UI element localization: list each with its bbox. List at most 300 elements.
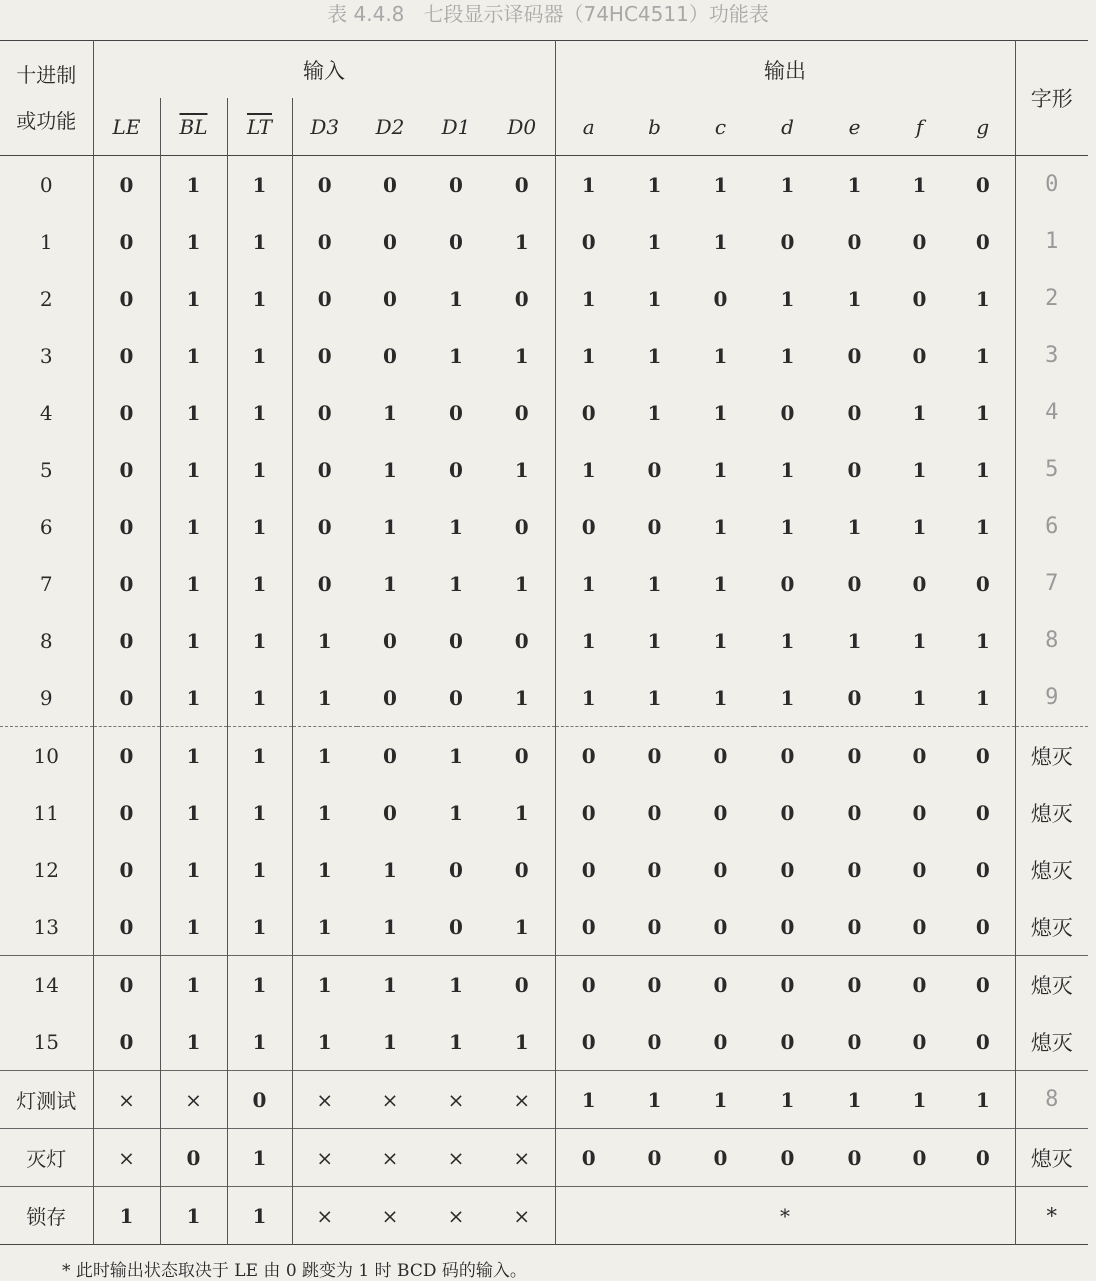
output-cell: 0 — [713, 857, 728, 882]
output-cell: 0 — [847, 972, 862, 997]
input-cell: 1 — [227, 841, 292, 898]
shape-cell: 2 — [1015, 270, 1088, 327]
input-cell: 1 — [514, 685, 529, 710]
output-cell: 0 — [713, 743, 728, 768]
input-cell: 1 — [227, 156, 292, 214]
output-cell: 0 — [847, 914, 862, 939]
input-cell: 1 — [227, 612, 292, 669]
output-cell: 0 — [780, 914, 795, 939]
output-cell: 0 — [647, 800, 662, 825]
input-cell: 0 — [514, 743, 529, 768]
output-cell: 1 — [713, 172, 728, 197]
output-cell: 1 — [912, 685, 927, 710]
input-cell: 1 — [227, 1187, 292, 1245]
row-func-cell: 11 — [33, 800, 59, 825]
input-cell: 0 — [292, 327, 357, 384]
output-cell: 1 — [713, 400, 728, 425]
output-cell: 1 — [847, 1087, 862, 1112]
input-cell: 0 — [292, 555, 357, 612]
output-cell: 0 — [555, 384, 622, 441]
input-cell: 1 — [383, 914, 397, 939]
row-func-cell: 锁存 — [26, 1205, 67, 1229]
output-cell: 0 — [713, 800, 728, 825]
output-cell: 0 — [647, 914, 662, 939]
input-cell: 1 — [160, 498, 227, 555]
output-cell: 1 — [847, 286, 862, 311]
input-cell: 0 — [93, 555, 160, 612]
input-cell: 1 — [514, 571, 529, 596]
input-cell: 0 — [514, 514, 529, 539]
input-cell: 0 — [514, 400, 529, 425]
input-cell: 1 — [383, 514, 397, 539]
output-cell: 0 — [912, 800, 927, 825]
output-cell: 1 — [555, 441, 622, 498]
row-func-cell: 4 — [39, 400, 53, 425]
input-cell: 1 — [514, 914, 529, 939]
input-cell: 1 — [160, 1013, 227, 1071]
row-func-cell: 0 — [39, 172, 53, 197]
input-cell: × — [381, 1203, 399, 1228]
output-cell: 0 — [975, 914, 990, 939]
output-cell: 0 — [975, 172, 990, 197]
input-cell: 1 — [449, 800, 463, 825]
input-cell: 1 — [227, 1013, 292, 1071]
input-cell: 0 — [514, 628, 529, 653]
header-out-b: b — [648, 114, 661, 139]
table-row — [0, 727, 1088, 785]
output-cell: 1 — [780, 457, 795, 482]
output-cell: 0 — [780, 972, 795, 997]
input-cell: 1 — [227, 1129, 292, 1187]
input-cell: 1 — [93, 1187, 160, 1245]
output-cell: 1 — [713, 229, 728, 254]
input-cell: 1 — [227, 555, 292, 612]
input-cell: 0 — [93, 956, 160, 1014]
input-cell: 0 — [292, 270, 357, 327]
shape-cell: 6 — [1015, 498, 1088, 555]
output-cell: 1 — [912, 1087, 927, 1112]
input-cell: 0 — [93, 384, 160, 441]
output-cell: 1 — [780, 343, 795, 368]
input-cell: 0 — [160, 1129, 227, 1187]
input-cell: 1 — [449, 743, 463, 768]
header-out-a: a — [555, 98, 622, 156]
output-cell: 0 — [975, 857, 990, 882]
input-cell: 1 — [514, 343, 529, 368]
footnote: * 此时输出状态取决于 LE 由 0 跳变为 1 时 BCD 码的输入。 — [62, 1261, 527, 1281]
shape-cell: 3 — [1015, 327, 1088, 384]
input-cell: × — [513, 1145, 531, 1170]
output-cell: 0 — [780, 229, 795, 254]
input-cell: 1 — [160, 1187, 227, 1245]
input-cell: 1 — [449, 1029, 463, 1054]
input-cell: 1 — [292, 1013, 357, 1071]
output-cell: 0 — [713, 1145, 728, 1170]
table-row — [0, 841, 1088, 898]
input-cell: 0 — [93, 1013, 160, 1071]
output-cell: 1 — [647, 628, 662, 653]
input-cell: 0 — [449, 628, 463, 653]
input-cell: 1 — [160, 213, 227, 270]
header-in-le: LE — [93, 98, 160, 156]
table-row — [0, 327, 1088, 384]
output-cell: 0 — [555, 1013, 622, 1071]
output-cell: 0 — [847, 800, 862, 825]
output-cell: 0 — [912, 972, 927, 997]
row-func-cell: 6 — [39, 514, 53, 539]
output-cell: 1 — [713, 571, 728, 596]
output-cell: 1 — [555, 612, 622, 669]
output-cell: 0 — [780, 571, 795, 596]
header-in-bl: $\overline{BL}$ — [160, 98, 227, 156]
output-cell: 0 — [555, 898, 622, 956]
output-cell: 0 — [647, 1145, 662, 1170]
output-cell: 0 — [847, 1145, 862, 1170]
input-cell: 1 — [227, 669, 292, 727]
header-out-d: d — [781, 114, 794, 139]
output-cell: 0 — [847, 343, 862, 368]
input-cell: 1 — [292, 727, 357, 785]
input-cell: × — [513, 1203, 531, 1228]
input-cell: 0 — [383, 343, 397, 368]
input-cell: 0 — [93, 784, 160, 841]
input-cell: × — [381, 1087, 399, 1112]
input-cell: 1 — [449, 286, 463, 311]
output-cell: 1 — [647, 1087, 662, 1112]
output-cell: 0 — [975, 1145, 990, 1170]
output-cell: 1 — [780, 172, 795, 197]
output-cell: 1 — [555, 555, 622, 612]
output-cell: 0 — [647, 457, 662, 482]
row-func-cell: 1 — [39, 229, 53, 254]
output-cell: 1 — [780, 628, 795, 653]
shape-cell: 1 — [1015, 213, 1088, 270]
header-input: 输入 — [93, 41, 555, 99]
row-func-cell: 7 — [39, 571, 53, 596]
input-cell: 0 — [292, 384, 357, 441]
input-cell: 0 — [449, 457, 463, 482]
input-cell: 1 — [160, 270, 227, 327]
output-cell: 0 — [912, 1029, 927, 1054]
output-cell: 1 — [975, 400, 990, 425]
input-cell: 1 — [514, 229, 529, 254]
table-row — [0, 784, 1088, 841]
header-in-d3: D3 — [292, 98, 357, 156]
table-row — [0, 1187, 1088, 1245]
output-cell: 0 — [912, 343, 927, 368]
input-cell: × — [513, 1087, 531, 1112]
input-cell: 1 — [449, 514, 463, 539]
output-cell: 0 — [780, 743, 795, 768]
table-row — [0, 213, 1088, 270]
input-cell: 0 — [449, 400, 463, 425]
table-row — [0, 669, 1088, 727]
input-cell: 0 — [292, 213, 357, 270]
table-row — [0, 956, 1088, 1014]
table-row — [0, 441, 1088, 498]
input-cell: 0 — [93, 156, 160, 214]
output-cell: 0 — [555, 213, 622, 270]
input-cell: 1 — [160, 441, 227, 498]
output-cell: 0 — [780, 800, 795, 825]
row-func-cell: 9 — [39, 685, 53, 710]
input-cell: × — [292, 1071, 357, 1129]
output-cell: 1 — [975, 628, 990, 653]
output-cell: 1 — [975, 685, 990, 710]
input-cell: 1 — [383, 857, 397, 882]
table-row — [0, 1013, 1088, 1071]
input-cell: 1 — [292, 612, 357, 669]
input-cell: 1 — [514, 800, 529, 825]
input-cell: 0 — [514, 972, 529, 997]
output-cell: 0 — [975, 1029, 990, 1054]
row-func-cell: 13 — [33, 914, 59, 939]
input-cell: 0 — [449, 685, 463, 710]
output-cell: 1 — [713, 343, 728, 368]
input-cell: 1 — [160, 784, 227, 841]
input-cell: 0 — [93, 498, 160, 555]
input-cell: 1 — [292, 841, 357, 898]
output-cell: 0 — [647, 743, 662, 768]
header-out-g: g — [976, 114, 990, 139]
output-cell: 0 — [847, 457, 862, 482]
output-cell: 1 — [975, 343, 990, 368]
output-cell: 1 — [647, 400, 662, 425]
output-cell: 1 — [647, 286, 662, 311]
output-cell: 1 — [912, 514, 927, 539]
shape-cell: 8 — [1015, 1071, 1088, 1129]
row-func-cell: 灭灯 — [26, 1147, 67, 1171]
input-cell: × — [381, 1145, 399, 1170]
shape-cell: * — [1015, 1187, 1088, 1245]
input-cell: 1 — [292, 669, 357, 727]
table-title: 表 4.4.8 七段显示译码器（74HC4511）功能表 — [327, 2, 769, 26]
table-row — [0, 1129, 1088, 1187]
output-cell: 0 — [847, 229, 862, 254]
input-cell: 1 — [292, 898, 357, 956]
input-cell: 0 — [93, 612, 160, 669]
input-cell: 1 — [292, 956, 357, 1014]
input-cell: 1 — [227, 441, 292, 498]
row-func-cell: 5 — [39, 457, 53, 482]
row-func-cell: 15 — [33, 1029, 59, 1054]
output-cell: 0 — [647, 514, 662, 539]
row-func-cell: 灯测试 — [16, 1089, 77, 1113]
output-cell: 1 — [847, 172, 862, 197]
output-cell: 1 — [555, 327, 622, 384]
input-cell: 0 — [227, 1071, 292, 1129]
input-cell: 0 — [93, 327, 160, 384]
output-cell: 1 — [713, 514, 728, 539]
output-cell: 0 — [975, 800, 990, 825]
output-cell: 1 — [555, 1071, 622, 1129]
row-func-cell: 8 — [39, 628, 53, 653]
input-cell: 0 — [514, 286, 529, 311]
output-cell: 1 — [975, 286, 990, 311]
input-cell: 1 — [160, 898, 227, 956]
output-cell: 1 — [647, 172, 662, 197]
input-cell: 0 — [449, 914, 463, 939]
output-cell: 0 — [975, 229, 990, 254]
output-cell: 0 — [555, 727, 622, 785]
output-cell: 0 — [847, 857, 862, 882]
input-cell: 0 — [383, 286, 397, 311]
input-cell: 0 — [93, 898, 160, 956]
shape-cell: 8 — [1015, 612, 1088, 669]
header-output: 输出 — [555, 41, 1015, 99]
input-cell: 1 — [383, 972, 397, 997]
output-cell: 1 — [713, 685, 728, 710]
input-cell: 0 — [93, 841, 160, 898]
input-cell: 1 — [383, 457, 397, 482]
input-cell: 1 — [514, 1029, 529, 1054]
input-cell: × — [447, 1145, 465, 1170]
shape-cell: 熄灭 — [1015, 727, 1088, 785]
input-cell: 1 — [227, 498, 292, 555]
input-cell: × — [447, 1087, 465, 1112]
output-cell: 1 — [647, 229, 662, 254]
output-cell: 1 — [780, 685, 795, 710]
output-cell: 0 — [780, 857, 795, 882]
input-cell: 1 — [449, 972, 463, 997]
row-func-cell: 2 — [39, 286, 53, 311]
output-cell: 0 — [912, 571, 927, 596]
output-cell: 0 — [647, 972, 662, 997]
input-cell: × — [292, 1129, 357, 1187]
input-cell: 0 — [449, 172, 463, 197]
header-out-e: e — [848, 114, 861, 139]
table-row — [0, 612, 1088, 669]
input-cell: 0 — [383, 800, 397, 825]
output-cell: 0 — [647, 857, 662, 882]
output-merged-cell: * — [555, 1187, 1015, 1245]
input-cell: 0 — [383, 743, 397, 768]
input-cell: 1 — [160, 841, 227, 898]
input-cell: 0 — [292, 156, 357, 214]
input-cell: 0 — [383, 685, 397, 710]
output-cell: 1 — [912, 400, 927, 425]
function-table — [0, 40, 1088, 1245]
input-cell: 0 — [93, 213, 160, 270]
output-cell: 1 — [555, 156, 622, 214]
output-cell: 1 — [713, 1087, 728, 1112]
output-cell: 1 — [555, 669, 622, 727]
output-cell: 0 — [780, 400, 795, 425]
output-cell: 0 — [912, 1145, 927, 1170]
output-cell: 1 — [647, 685, 662, 710]
table-row — [0, 898, 1088, 956]
input-cell: 0 — [93, 441, 160, 498]
input-cell: 1 — [160, 384, 227, 441]
input-cell: 0 — [449, 857, 463, 882]
input-cell: 0 — [383, 628, 397, 653]
input-cell: 0 — [93, 727, 160, 785]
header-func: 十进制 或功能 — [0, 41, 93, 156]
output-cell: 0 — [847, 400, 862, 425]
input-cell: 0 — [383, 172, 397, 197]
output-cell: 1 — [647, 571, 662, 596]
input-cell: 0 — [383, 229, 397, 254]
input-cell: 1 — [227, 384, 292, 441]
output-cell: 0 — [975, 571, 990, 596]
input-cell: 1 — [383, 571, 397, 596]
input-cell: 1 — [449, 343, 463, 368]
input-cell: 1 — [227, 784, 292, 841]
output-cell: 0 — [555, 841, 622, 898]
output-cell: 0 — [975, 972, 990, 997]
input-cell: 0 — [93, 669, 160, 727]
input-cell: 1 — [227, 327, 292, 384]
output-cell: 1 — [912, 457, 927, 482]
header-in-d1: D1 — [441, 114, 471, 139]
header-out-f: f — [915, 114, 924, 139]
output-cell: 0 — [647, 1029, 662, 1054]
shape-cell: 熄灭 — [1015, 841, 1088, 898]
shape-cell: 熄灭 — [1015, 956, 1088, 1014]
shape-cell: 7 — [1015, 555, 1088, 612]
shape-cell: 5 — [1015, 441, 1088, 498]
output-cell: 0 — [912, 229, 927, 254]
output-cell: 0 — [912, 286, 927, 311]
output-cell: 0 — [847, 685, 862, 710]
output-cell: 1 — [975, 457, 990, 482]
header-in-d2: D2 — [375, 114, 405, 139]
input-cell: 1 — [514, 457, 529, 482]
input-cell: 0 — [514, 857, 529, 882]
shape-cell: 0 — [1015, 156, 1088, 214]
output-cell: 0 — [555, 956, 622, 1014]
input-cell: 0 — [514, 172, 529, 197]
output-cell: 1 — [912, 628, 927, 653]
output-cell: 0 — [713, 914, 728, 939]
output-cell: 0 — [780, 1145, 795, 1170]
input-cell: 1 — [160, 327, 227, 384]
input-cell: 1 — [383, 1029, 397, 1054]
input-cell: 1 — [160, 669, 227, 727]
header-in-d0: D0 — [507, 114, 537, 139]
table-row — [0, 498, 1088, 555]
output-cell: 0 — [555, 1129, 622, 1187]
output-cell: 1 — [780, 514, 795, 539]
output-cell: 0 — [975, 743, 990, 768]
output-cell: 0 — [847, 743, 862, 768]
input-cell: 1 — [160, 156, 227, 214]
output-cell: 0 — [713, 1029, 728, 1054]
row-func-cell: 3 — [39, 343, 53, 368]
input-cell: 0 — [292, 441, 357, 498]
row-func-cell: 10 — [33, 743, 59, 768]
input-cell: 1 — [227, 956, 292, 1014]
output-cell: 0 — [713, 972, 728, 997]
output-cell: 1 — [847, 514, 862, 539]
output-cell: 1 — [713, 457, 728, 482]
input-cell: 1 — [227, 213, 292, 270]
header-shape: 字形 — [1015, 41, 1088, 156]
header-in-lt: $\overline{LT}$ — [227, 98, 292, 156]
input-cell: 0 — [93, 270, 160, 327]
output-cell: 0 — [912, 743, 927, 768]
input-cell: 0 — [292, 498, 357, 555]
input-cell: × — [93, 1071, 160, 1129]
input-cell: 1 — [160, 612, 227, 669]
shape-cell: 熄灭 — [1015, 784, 1088, 841]
output-cell: 0 — [713, 286, 728, 311]
output-cell: 1 — [647, 343, 662, 368]
input-cell: 1 — [160, 727, 227, 785]
output-cell: 1 — [780, 1087, 795, 1112]
row-func-cell: 14 — [33, 972, 59, 997]
input-cell: 1 — [449, 571, 463, 596]
